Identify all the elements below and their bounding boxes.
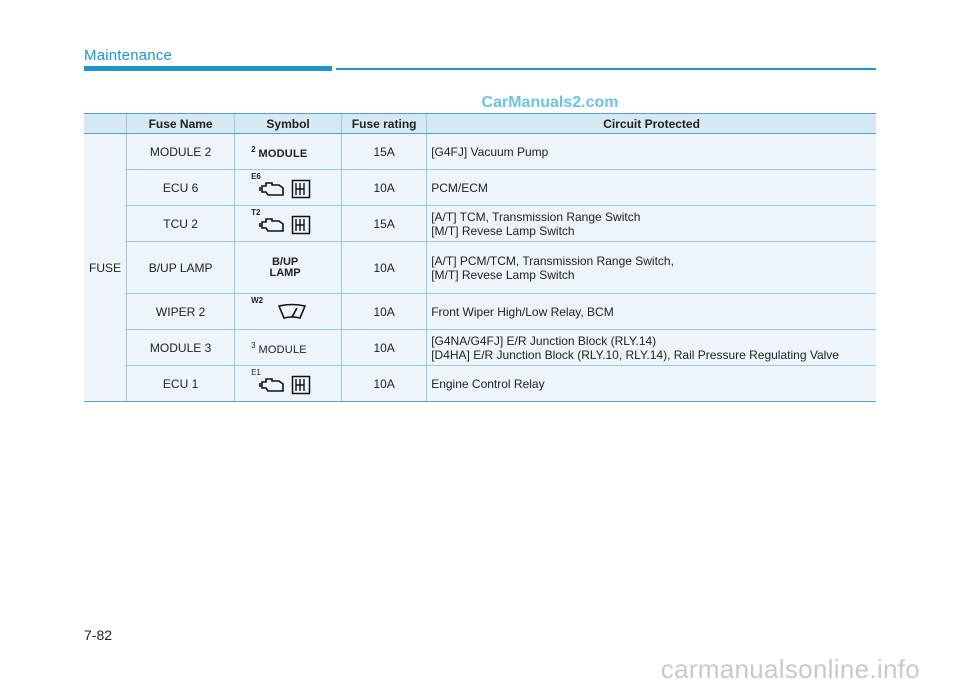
page-number: 7-82 bbox=[84, 627, 113, 643]
engine-icon bbox=[259, 180, 287, 198]
fuse-name: ECU 6 bbox=[127, 170, 235, 206]
section-title: Maintenance bbox=[84, 47, 173, 64]
engine-transmission-icon bbox=[251, 172, 341, 200]
header-group bbox=[84, 114, 127, 134]
header-circuit-protected: Circuit Protected bbox=[427, 114, 876, 134]
circuit-protected bbox=[427, 366, 876, 402]
header-rule-thick bbox=[84, 66, 332, 71]
circuit-line: [D4HA] E/R Junction Block (RLY.10, RLY.14), Rail Pressure Regulating Valve bbox=[431, 347, 839, 362]
table-row bbox=[84, 134, 876, 170]
wiper-icon bbox=[277, 302, 307, 322]
circuit-line: [A/T] TCM, Transmission Range Switch bbox=[431, 209, 641, 224]
fuse-symbol bbox=[235, 366, 342, 402]
symbol-line1: B/UP bbox=[271, 255, 299, 268]
symbol-word: MODULE bbox=[258, 343, 307, 356]
header-symbol: Symbol bbox=[235, 114, 342, 134]
fuse-name: ECU 1 bbox=[127, 366, 235, 402]
fuse-rating: 10A bbox=[342, 330, 427, 366]
fuse-symbol bbox=[235, 134, 342, 170]
header-fuse-rating: Fuse rating bbox=[342, 114, 427, 134]
fuse-symbol bbox=[235, 206, 342, 242]
circuit-line: [G4FJ] Vacuum Pump bbox=[431, 144, 549, 159]
fuse-name: B/UP LAMP bbox=[127, 242, 235, 294]
circuit-protected bbox=[427, 206, 876, 242]
circuit-line: [M/T] Revese Lamp Switch bbox=[431, 267, 575, 282]
fuse-rating: 10A bbox=[342, 170, 427, 206]
table-row bbox=[84, 330, 876, 366]
fuse-name: TCU 2 bbox=[127, 206, 235, 242]
transmission-icon bbox=[291, 215, 311, 235]
transmission-icon bbox=[291, 375, 311, 395]
transmission-icon bbox=[291, 179, 311, 199]
circuit-protected bbox=[427, 242, 876, 294]
engine-transmission-icon bbox=[251, 208, 341, 236]
fuse-rating: 15A bbox=[342, 206, 427, 242]
circuit-line: [A/T] PCM/TCM, Transmission Range Switch, bbox=[431, 253, 674, 268]
engine-transmission-icon bbox=[251, 368, 341, 396]
engine-icon bbox=[259, 376, 287, 394]
fuse-table bbox=[84, 113, 876, 402]
fuse-rating: 15A bbox=[342, 134, 427, 170]
fuse-name: MODULE 3 bbox=[127, 330, 235, 366]
fuse-symbol bbox=[235, 330, 342, 366]
fuse-rating: 10A bbox=[342, 242, 427, 294]
fuse-symbol bbox=[235, 242, 342, 294]
table-header-row bbox=[84, 114, 876, 134]
fuse-rating: 10A bbox=[342, 294, 427, 330]
circuit-line: Front Wiper High/Low Relay, BCM bbox=[431, 304, 614, 319]
table-row bbox=[84, 242, 876, 294]
module-label-icon bbox=[251, 340, 307, 356]
fuse-rating: 10A bbox=[342, 366, 427, 402]
circuit-line: [M/T] Revese Lamp Switch bbox=[431, 223, 575, 238]
watermark-bottom[interactable]: carmanualsonline.info bbox=[660, 654, 920, 684]
symbol-line2: LAMP bbox=[269, 266, 301, 279]
symbol-code: T2 bbox=[251, 208, 261, 217]
wiper-symbol bbox=[251, 296, 341, 324]
circuit-protected bbox=[427, 134, 876, 170]
table-row bbox=[84, 294, 876, 330]
module-label-icon bbox=[251, 144, 308, 160]
backup-lamp-label-icon bbox=[251, 257, 341, 279]
circuit-line: Engine Control Relay bbox=[431, 376, 545, 391]
fuse-group-label: FUSE bbox=[84, 134, 127, 402]
watermark-top[interactable]: CarManuals2.com bbox=[481, 94, 619, 111]
symbol-word: MODULE bbox=[258, 147, 308, 160]
fuse-name: WIPER 2 bbox=[127, 294, 235, 330]
header-fuse-name: Fuse Name bbox=[127, 114, 235, 134]
symbol-code: E6 bbox=[251, 172, 261, 181]
table-row bbox=[84, 206, 876, 242]
table-row bbox=[84, 170, 876, 206]
header-rule-thin bbox=[336, 68, 876, 70]
symbol-number: 2 bbox=[251, 144, 256, 154]
fuse-symbol bbox=[235, 294, 342, 330]
circuit-protected bbox=[427, 330, 876, 366]
circuit-protected bbox=[427, 294, 876, 330]
symbol-number: 3 bbox=[251, 340, 256, 350]
table-row bbox=[84, 366, 876, 402]
fuse-name: MODULE 2 bbox=[127, 134, 235, 170]
fuse-symbol bbox=[235, 170, 342, 206]
circuit-line: [G4NA/G4FJ] E/R Junction Block (RLY.14) bbox=[431, 333, 657, 348]
circuit-line: PCM/ECM bbox=[431, 180, 488, 195]
symbol-code: E1 bbox=[251, 368, 261, 377]
engine-icon bbox=[259, 216, 287, 234]
symbol-code: W2 bbox=[251, 296, 264, 305]
circuit-protected bbox=[427, 170, 876, 206]
